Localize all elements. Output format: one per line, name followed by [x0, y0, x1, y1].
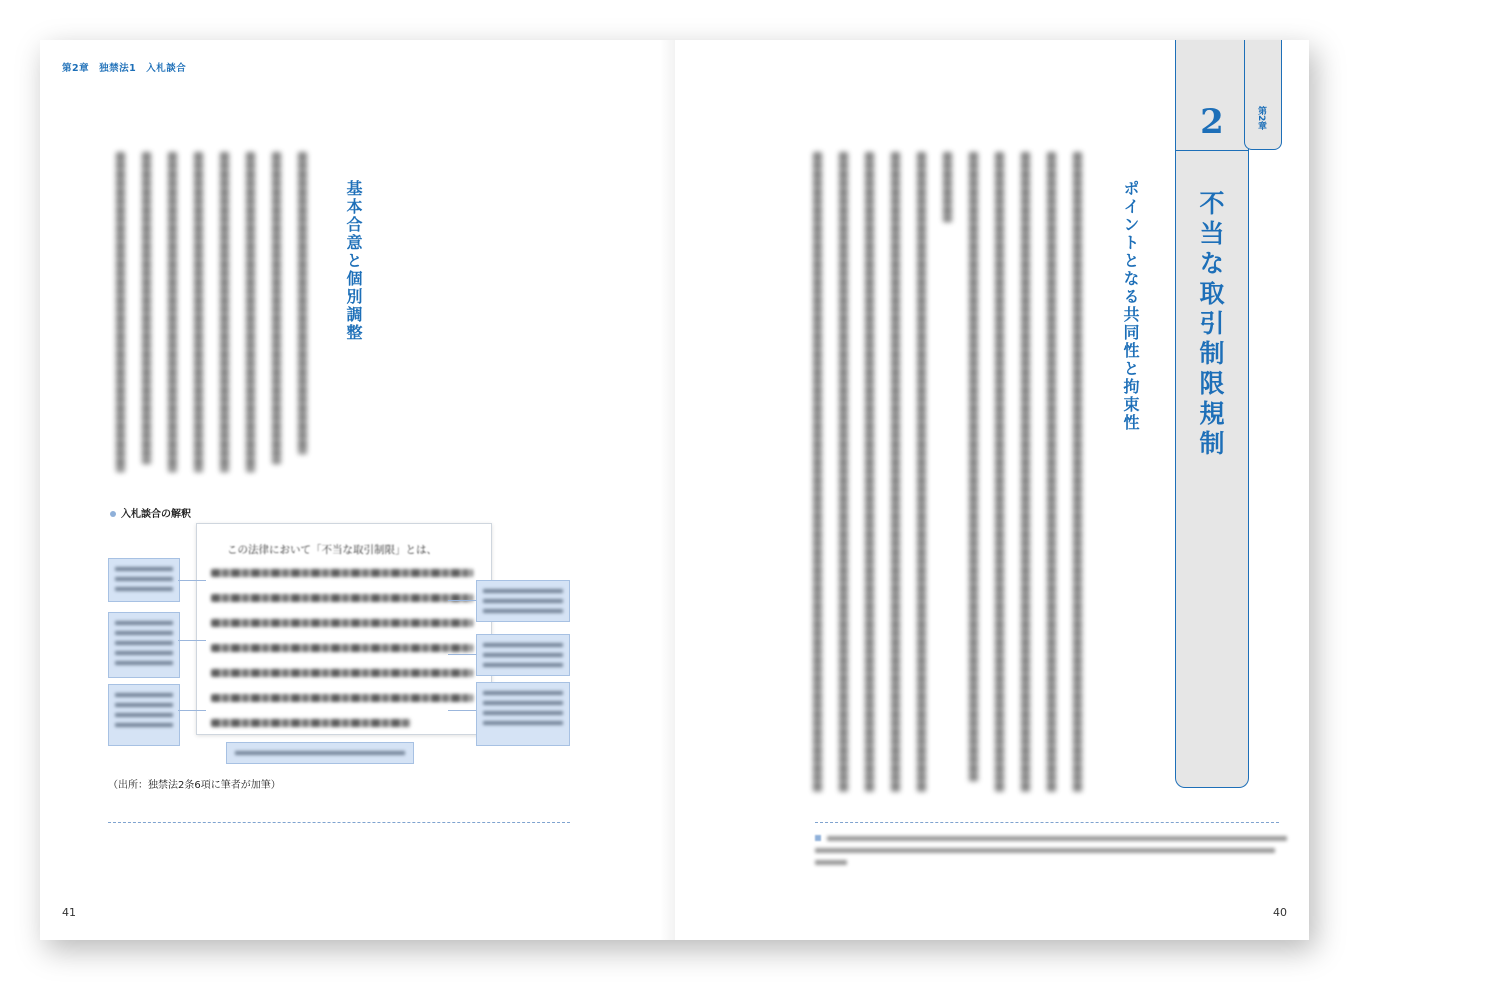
chapter-title-panel [1175, 40, 1249, 788]
body-text-column [1021, 152, 1030, 792]
connector-line [448, 600, 476, 601]
body-text-column [1073, 152, 1082, 792]
annotation-box-left [108, 558, 180, 602]
right-page [675, 40, 1309, 940]
body-text-column [995, 152, 1004, 792]
chapter-tab-label: 第2章 [1256, 106, 1266, 131]
annotation-box-bottom [226, 742, 414, 764]
bullet-dot-icon [110, 511, 116, 517]
chapter-number: 2 [1200, 102, 1224, 142]
chapter-panel-divider [1176, 150, 1248, 151]
body-text-column [220, 152, 229, 472]
statute-text-line [211, 569, 473, 577]
connector-line [448, 710, 476, 711]
body-text-column [891, 152, 900, 792]
body-text-column [943, 152, 952, 222]
statute-text-line [211, 594, 473, 602]
body-text-column [969, 152, 978, 782]
statute-text-line [211, 719, 411, 727]
page-number-right: 40 [1273, 906, 1287, 919]
body-text-column [917, 152, 926, 792]
body-text-column [116, 152, 125, 472]
annotation-box-right [476, 682, 570, 746]
footnote-marker-icon [815, 835, 821, 841]
statute-text-line [211, 644, 473, 652]
chapter-tab [1244, 40, 1282, 150]
statute-text-line [211, 619, 473, 627]
dashed-separator [815, 822, 1279, 823]
book-spread [40, 40, 1309, 940]
annotation-box-right [476, 634, 570, 676]
body-text-column [194, 152, 203, 472]
body-text-column [298, 152, 307, 454]
body-text-column [246, 152, 255, 472]
running-head: 第2章 独禁法1 入札談合 [62, 63, 187, 74]
figure-caption [110, 505, 191, 520]
footnote-line [827, 836, 1287, 841]
connector-line [448, 654, 476, 655]
annotation-box-left [108, 684, 180, 746]
connector-line [178, 710, 206, 711]
section-title-right: ポイントとなる共同性と拘束性 [1121, 180, 1140, 432]
body-text-column [1047, 152, 1056, 792]
body-text-column [272, 152, 281, 464]
body-text-column [865, 152, 874, 792]
statute-text-box [196, 523, 492, 735]
statute-text-line [211, 694, 473, 702]
footnote-line [815, 848, 1275, 853]
body-text-column [839, 152, 848, 792]
statute-text-line [211, 669, 473, 677]
body-text-column [142, 152, 151, 464]
section-title-left: 基本合意と個別調整 [344, 180, 363, 342]
page-number-left: 41 [62, 906, 76, 919]
body-text-column [813, 152, 822, 792]
body-text-column [168, 152, 177, 472]
connector-line [178, 580, 206, 581]
chapter-title: 不当な取引制限規制 [1196, 190, 1225, 460]
annotation-box-left [108, 612, 180, 678]
figure-source-note: （出所：独禁法2条6項に筆者が加筆） [108, 780, 281, 791]
statute-text-head: この法律において「不当な取引制限」とは、 [227, 544, 437, 556]
interpretation-diagram [108, 520, 578, 770]
figure-caption-text: 入札談合の解釈 [121, 509, 191, 520]
annotation-box-right [476, 580, 570, 622]
connector-line [178, 640, 206, 641]
footnote-line [815, 860, 847, 865]
dashed-separator [108, 822, 570, 823]
left-page [40, 40, 675, 940]
